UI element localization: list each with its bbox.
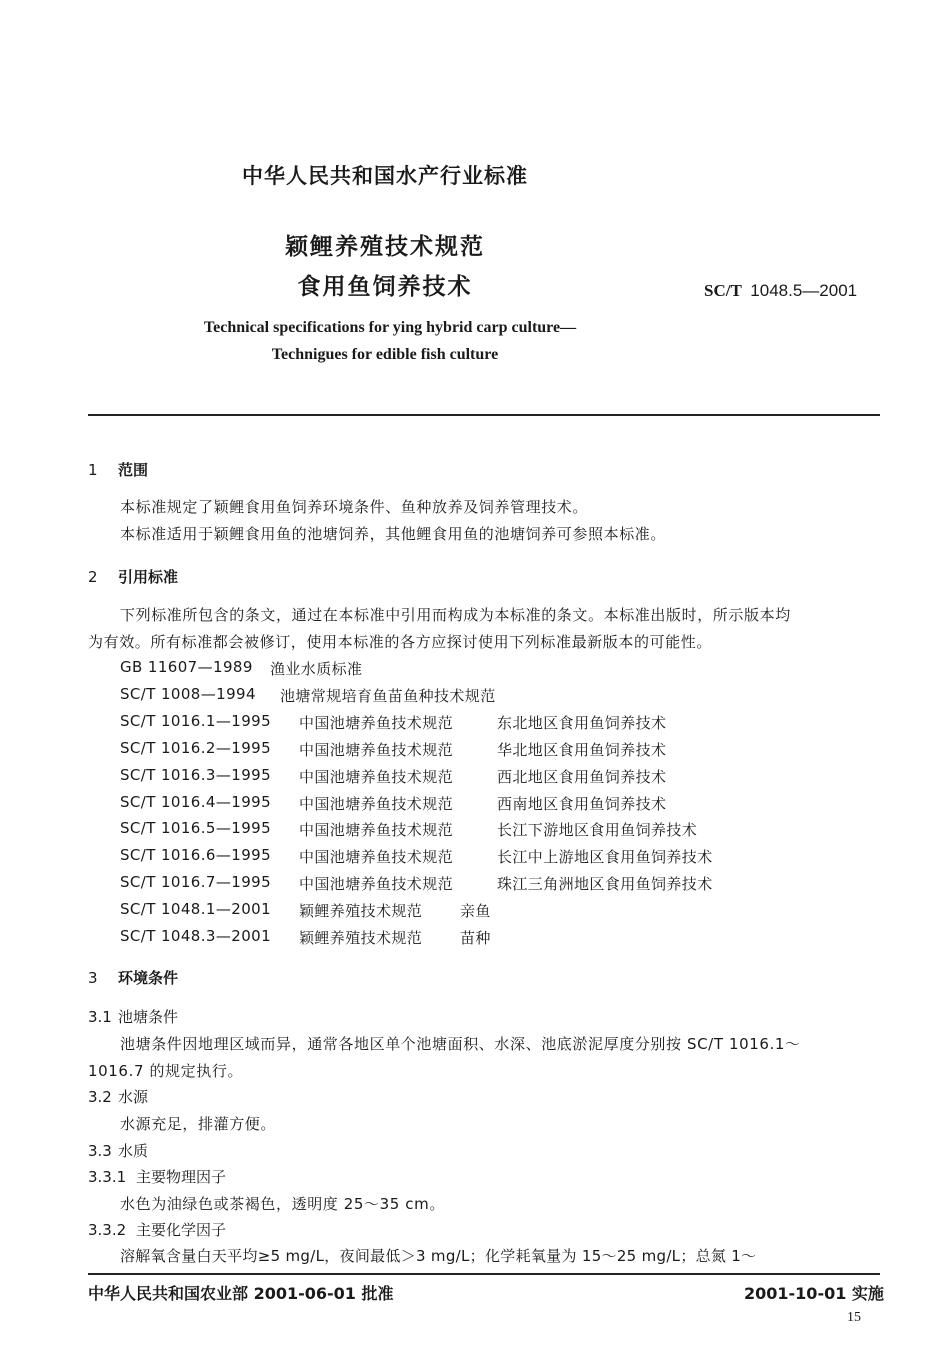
reference-title: 中国池塘养鱼技术规范 xyxy=(299,768,454,786)
reference-title: 渔业水质标准 xyxy=(270,660,363,678)
reference-code: SC/T 1048.3—2001 xyxy=(120,927,272,945)
section-number: 1 xyxy=(88,461,98,479)
reference-code: SC/T 1016.5—1995 xyxy=(120,819,272,837)
section-title: 引用标准 xyxy=(118,568,179,586)
reference-item xyxy=(120,873,820,895)
subsection-title: 水源 xyxy=(118,1088,149,1106)
standard-prefix: SC/T xyxy=(704,281,742,300)
reference-item xyxy=(120,846,820,868)
reference-subtitle: 西北地区食用鱼饲养技术 xyxy=(497,768,667,786)
paragraph: 为有效。所有标准都会被修订，使用本标准的各方应探讨使用下列标准最新版本的可能性。 xyxy=(88,633,713,651)
subsection-3-3-1-heading xyxy=(88,1166,226,1187)
document-title-line-2: 食用鱼饲养技术 xyxy=(297,274,473,300)
section-title: 环境条件 xyxy=(118,969,179,987)
reference-code: SC/T 1048.1—2001 xyxy=(120,900,272,918)
reference-title: 中国池塘养鱼技术规范 xyxy=(299,848,454,866)
reference-item xyxy=(120,793,820,815)
english-title-line-2: Technigues for edible fish culture xyxy=(271,346,499,363)
approval-date: 中华人民共和国农业部 2001-06-01 批准 xyxy=(88,1284,394,1303)
footer-divider xyxy=(88,1273,880,1275)
header-divider xyxy=(88,414,880,416)
reference-code: SC/T 1016.6—1995 xyxy=(120,846,272,864)
paragraph: 本标准规定了颖鲤食用鱼饲养环境条件、鱼种放养及饲养管理技术。 xyxy=(120,498,589,516)
reference-subtitle: 长江下游地区食用鱼饲养技术 xyxy=(497,821,698,839)
subsection-number: 3.2 xyxy=(88,1088,112,1106)
reference-code: SC/T 1016.7—1995 xyxy=(120,873,272,891)
reference-item xyxy=(120,819,820,841)
reference-title: 颖鲤养殖技术规范 xyxy=(299,929,423,947)
subsection-title: 主要化学因子 xyxy=(136,1221,227,1239)
paragraph: 水源充足，排灌方便。 xyxy=(120,1115,277,1133)
section-2-heading xyxy=(88,566,178,587)
reference-item xyxy=(120,739,820,761)
paragraph: 池塘条件因地理区域而异，通常各地区单个池塘面积、水深、池底淤泥厚度分别按 SC/T 1016.1～ xyxy=(120,1035,801,1053)
reference-code: SC/T 1016.3—1995 xyxy=(120,766,272,784)
paragraph: 本标准适用于颖鲤食用鱼的池塘饲养，其他鲤食用鱼的池塘饲养可参照本标准。 xyxy=(120,525,667,543)
paragraph: 下列标准所包含的条文，通过在本标准中引用而构成为本标准的条文。本标准出版时，所示版本均 xyxy=(120,606,791,624)
issuing-authority-title: 中华人民共和国水产行业标准 xyxy=(242,164,528,188)
subsection-3-2-heading xyxy=(88,1086,148,1107)
reference-item xyxy=(120,900,820,922)
reference-title: 池塘常规培育鱼苗鱼种技术规范 xyxy=(280,687,496,705)
subsection-title: 水质 xyxy=(118,1142,149,1160)
subsection-number: 3.3 xyxy=(88,1142,112,1160)
section-number: 3 xyxy=(88,969,98,987)
paragraph: 水色为油绿色或茶褐色，透明度 25～35 cm。 xyxy=(120,1195,445,1213)
reference-subtitle: 亲鱼 xyxy=(460,902,491,920)
reference-item xyxy=(120,685,820,707)
reference-title: 中国池塘养鱼技术规范 xyxy=(299,714,454,732)
reference-title: 中国池塘养鱼技术规范 xyxy=(299,875,454,893)
reference-title: 中国池塘养鱼技术规范 xyxy=(299,741,454,759)
standard-number: 1048.5—2001 xyxy=(750,281,858,300)
reference-item xyxy=(120,766,820,788)
reference-title: 中国池塘养鱼技术规范 xyxy=(299,795,454,813)
subsection-title: 主要物理因子 xyxy=(136,1168,227,1186)
page-number: 15 xyxy=(847,1310,861,1325)
subsection-title: 池塘条件 xyxy=(118,1008,179,1026)
reference-subtitle: 珠江三角洲地区食用鱼饲养技术 xyxy=(497,875,713,893)
reference-subtitle: 长江中上游地区食用鱼饲养技术 xyxy=(497,848,713,866)
standard-code xyxy=(704,281,857,301)
reference-subtitle: 华北地区食用鱼饲养技术 xyxy=(497,741,667,759)
reference-item xyxy=(120,712,820,734)
subsection-number: 3.1 xyxy=(88,1008,112,1026)
implementation-date: 2001-10-01 实施 xyxy=(744,1284,884,1303)
reference-title: 中国池塘养鱼技术规范 xyxy=(299,821,454,839)
reference-item xyxy=(120,658,820,680)
subsection-3-3-2-heading xyxy=(88,1219,226,1240)
reference-subtitle: 东北地区食用鱼饲养技术 xyxy=(497,714,667,732)
section-title: 范围 xyxy=(118,461,149,479)
paragraph: 1016.7 的规定执行。 xyxy=(88,1062,244,1080)
reference-code: SC/T 1008—1994 xyxy=(120,685,256,703)
paragraph: 溶解氧含量白天平均≥5 mg/L，夜间最低＞3 mg/L；化学耗氧量为 15～25 mg/L；总氮 1～ xyxy=(120,1247,757,1265)
reference-code: GB 11607—1989 xyxy=(120,658,253,676)
subsection-3-1-heading xyxy=(88,1006,178,1027)
subsection-number: 3.3.2 xyxy=(88,1221,127,1239)
english-title-line-1: Technical specifications for ying hybrid carp culture— xyxy=(203,319,577,336)
reference-code: SC/T 1016.4—1995 xyxy=(120,793,272,811)
reference-item xyxy=(120,927,820,949)
reference-subtitle: 苗种 xyxy=(460,929,491,947)
document-title-line-1: 颖鲤养殖技术规范 xyxy=(285,234,485,260)
section-3-heading xyxy=(88,967,178,988)
reference-code: SC/T 1016.1—1995 xyxy=(120,712,272,730)
reference-subtitle: 西南地区食用鱼饲养技术 xyxy=(497,795,667,813)
reference-title: 颖鲤养殖技术规范 xyxy=(299,902,423,920)
subsection-3-3-heading xyxy=(88,1140,148,1161)
section-1-heading xyxy=(88,459,148,480)
section-number: 2 xyxy=(88,568,98,586)
subsection-number: 3.3.1 xyxy=(88,1168,127,1186)
reference-code: SC/T 1016.2—1995 xyxy=(120,739,272,757)
